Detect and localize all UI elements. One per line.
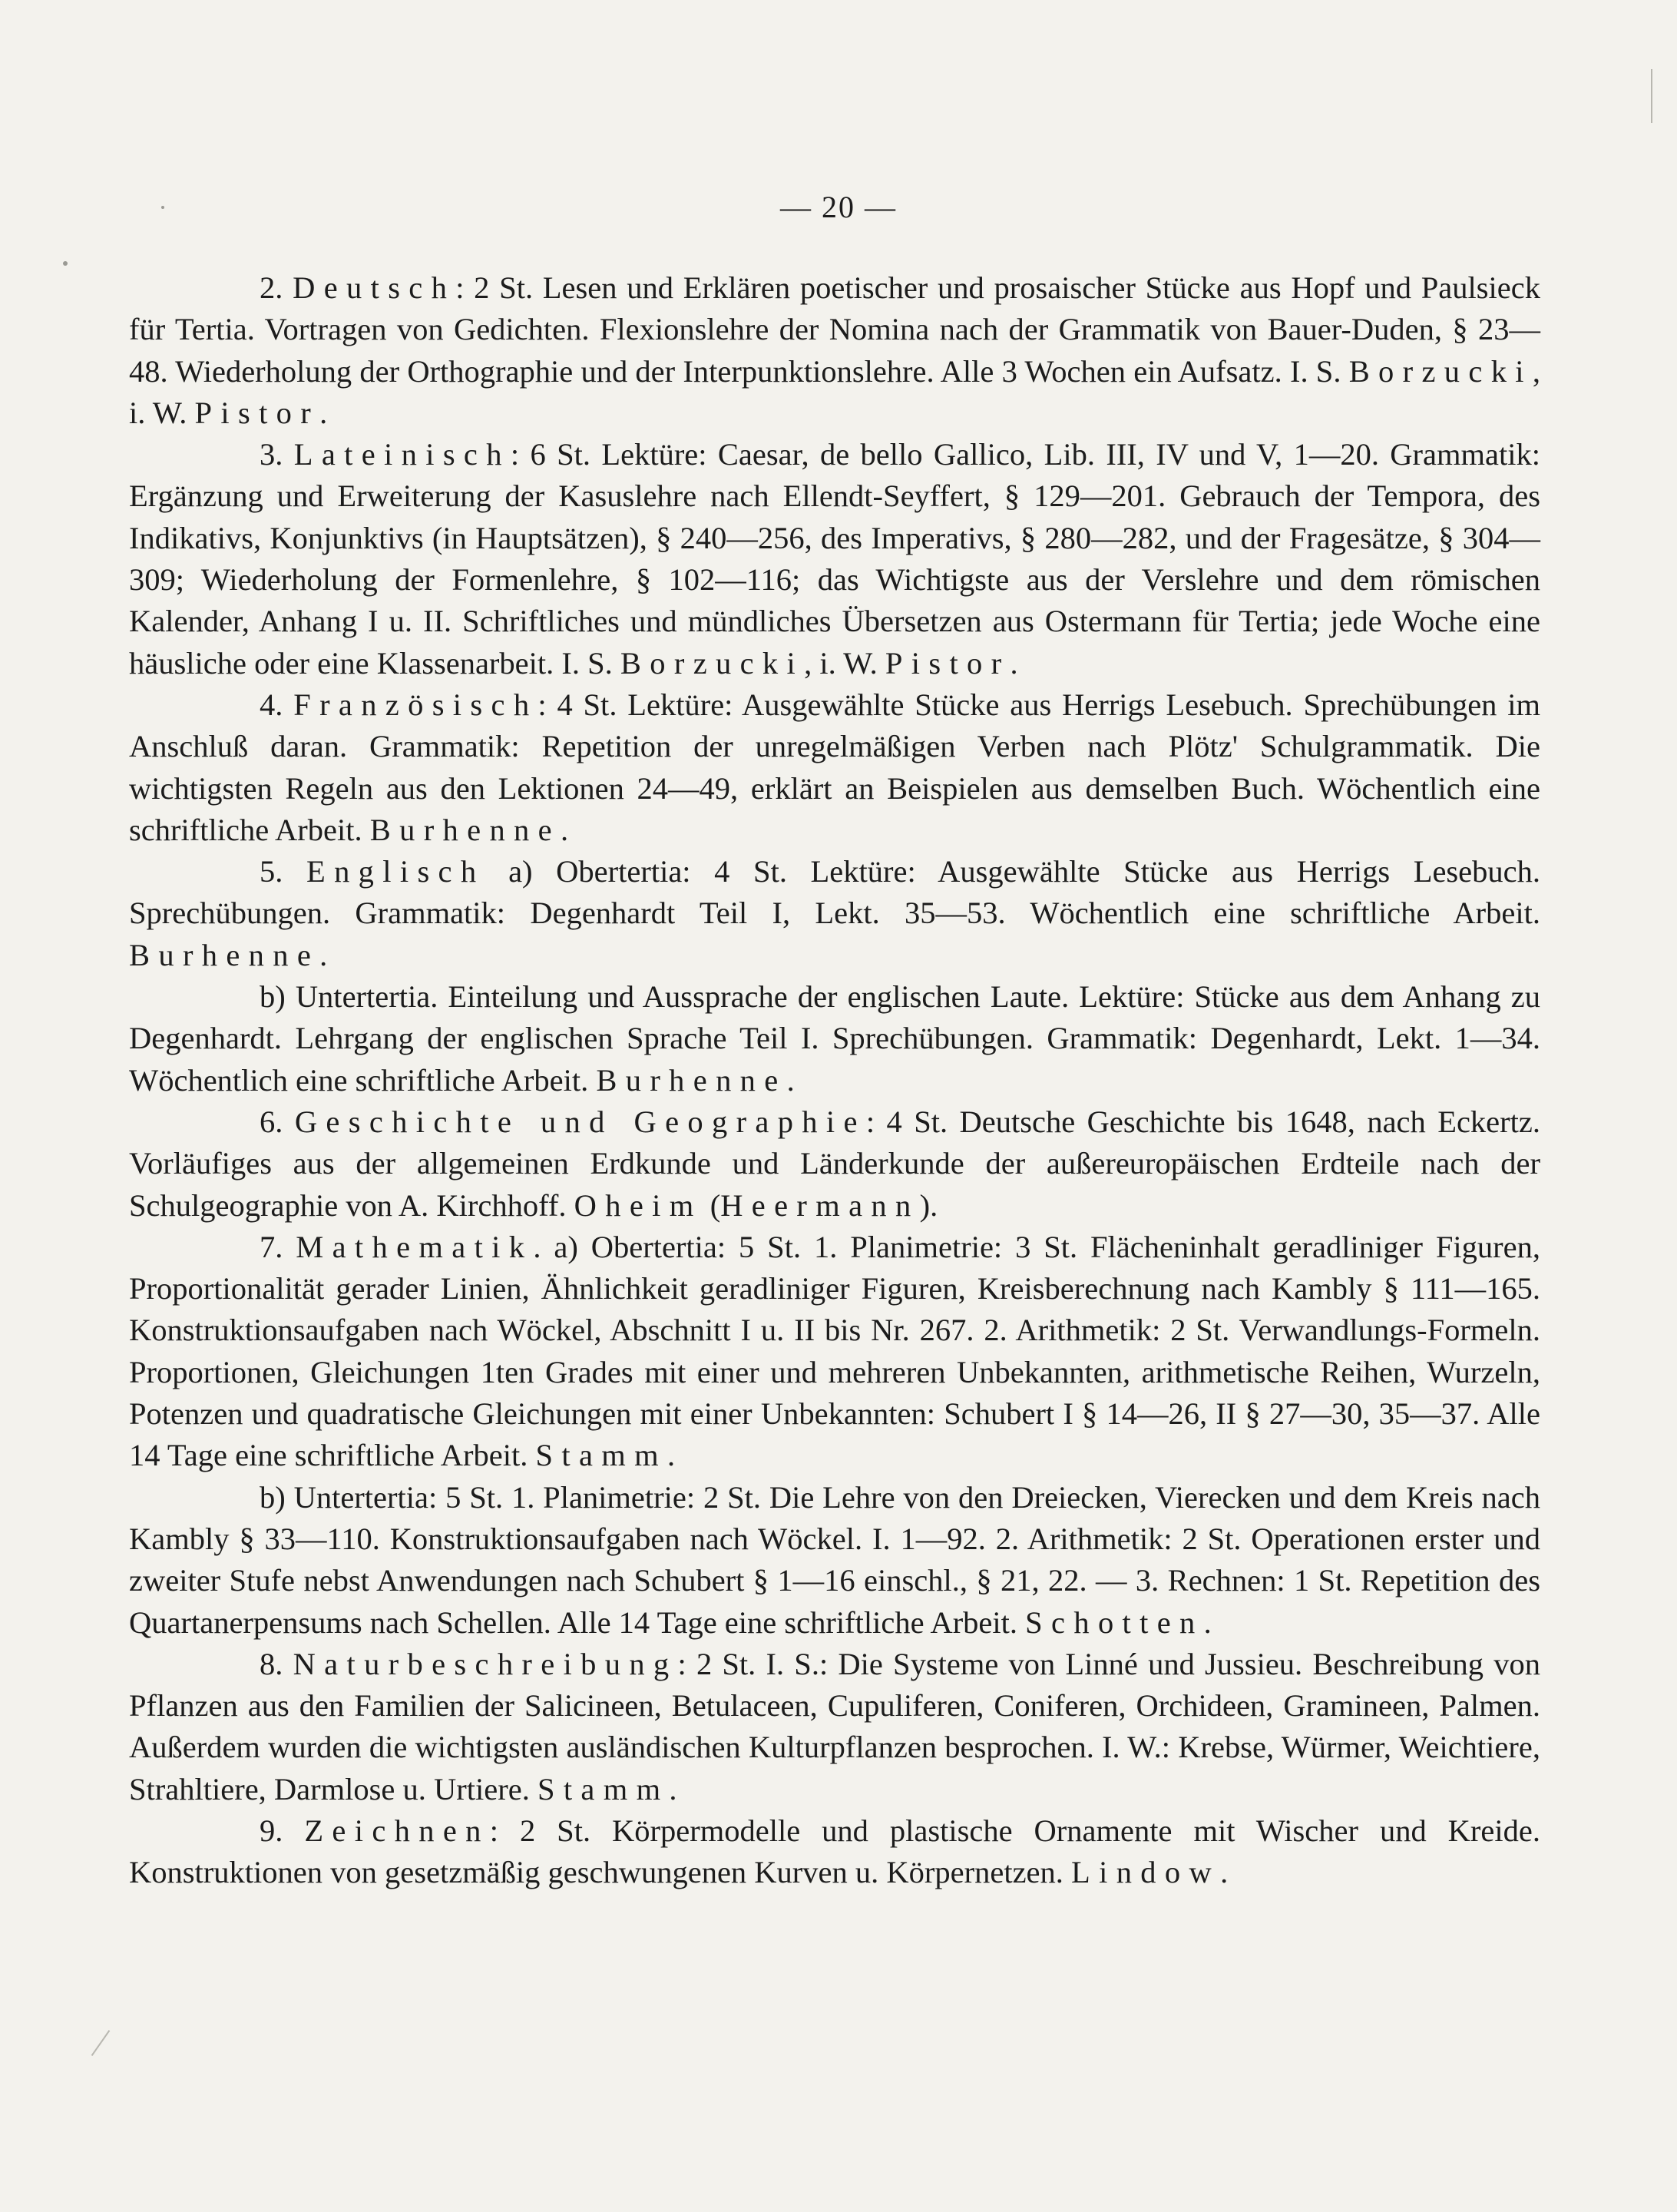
- paragraph-naturbeschreibung: [129, 1644, 1540, 1810]
- paragraph-geschichte: [129, 1101, 1540, 1227]
- text-fragment: , i. W.: [129, 353, 1541, 430]
- scan-mark: [91, 2030, 111, 2056]
- teacher-name: Burhenne: [129, 937, 320, 972]
- text-fragment: .: [560, 812, 569, 847]
- scan-speck: [63, 261, 68, 266]
- item-number: 9.: [260, 1813, 283, 1848]
- teacher-name: Burhenne: [369, 812, 561, 847]
- teacher-name: Stamm: [537, 1771, 670, 1806]
- teacher-name: Borzucki: [1348, 353, 1533, 389]
- paragraph-text: : 2 St. I. S.: Die Systeme von Linné und Jussieu. Beschreibung von Pflanzen aus den Familien der Salicineen, Betulaceen, Cupuliferen, Coniferen, Orchideen, Gramineen, Palmen. Außerdem wurden die wichtigsten ausländischen Kulturpflanzen besprochen. I. W.: Krebse, Würmer, Weichtiere, Strahltiere, Darmlose u. Urtiere.: [129, 1646, 1540, 1806]
- paragraph-mathematik: [129, 1227, 1540, 1477]
- paragraph-text: b) Untertertia. Einteilung und Aussprache der englischen Laute. Lektüre: Stücke aus dem Anhang zu Degenhardt. Lehrgang der englischen Sprache Teil I. Sprechübungen. Grammatik: Degenhardt, Lekt. 1—34. Wöchentlich eine schriftliche Arbeit.: [129, 979, 1540, 1098]
- subject-title: Lateinisch: [293, 437, 511, 472]
- teacher-name: Pistor: [885, 645, 1011, 680]
- teacher-name: Pistor: [194, 395, 320, 430]
- paragraph-englisch-untertertia: [129, 976, 1540, 1101]
- paragraph-lateinisch: [129, 434, 1540, 684]
- teacher-name: Stamm: [535, 1438, 667, 1473]
- item-number: 3.: [260, 437, 283, 472]
- subject-title: Naturbeschreibung: [293, 1646, 678, 1681]
- item-number: 5.: [260, 854, 283, 889]
- text-fragment: .: [1203, 1604, 1212, 1640]
- paragraph-text: : 4 St. Lektüre: Ausgewählte Stücke aus Herrigs Lesebuch. Sprechübungen im Anschluß daran. Grammatik: Repetition der unregelmäßigen Verben nach Plötz' Schulgrammatik. Die wichtigsten Regeln aus den Lektionen 24—49, erklärt an Beispielen aus demselben Buch. Wöchentlich eine schriftliche Arbeit.: [129, 687, 1541, 847]
- paragraph-text: a) Obertertia: 4 St. Lektüre: Ausgewählte Stücke aus Herrigs Lesebuch. Sprechübungen. Grammatik: Degenhardt Teil I, Lekt. 35—53. Wöchentlich eine schriftliche Arbeit.: [129, 854, 1541, 931]
- item-number: 8.: [260, 1646, 283, 1681]
- subject-title: Englisch: [306, 854, 485, 889]
- teacher-name: Borzucki: [620, 645, 805, 680]
- subject-title: Französisch: [293, 687, 538, 722]
- page-number: — 20 —: [780, 190, 897, 224]
- paragraph-text: . a) Obertertia: 5 St. 1. Planimetrie: 3 St. Flächeninhalt geradliniger Figuren, Proportionalität gerader Linien, Ähnlichkeit geradliniger Figuren, Kreisberechnung nach Kambly § 111—165. Konstruktionsaufgaben nach Wöckel, Abschnitt I u. II bis Nr. 267. 2. Arithmetik: 2 St. Verwandlungs-Formeln. Proportionen, Gleichungen 1ten Grades mit einer und mehreren Unbekannten, arithmetische Reihen, Wurzeln, Potenzen und quadratische Gleichungen mit einer Unbekannten: Schubert I § 14—26, II § 27—30, 35—37. Alle 14 Tage eine schriftliche Arbeit.: [129, 1229, 1540, 1473]
- text-fragment: .: [786, 1062, 795, 1098]
- text-fragment: .: [666, 1438, 676, 1473]
- scan-mark: [1651, 69, 1652, 123]
- paragraph-zeichnen: [129, 1810, 1540, 1894]
- paragraph-englisch: [129, 851, 1540, 976]
- item-number: 7.: [260, 1229, 283, 1264]
- scan-speck: [161, 206, 164, 209]
- text-fragment: (: [702, 1187, 721, 1223]
- item-number: 2.: [260, 270, 283, 305]
- text-fragment: .: [1220, 1855, 1229, 1890]
- subject-title: Geschichte und Geographie: [294, 1104, 866, 1139]
- item-number: 4.: [260, 687, 283, 722]
- paragraph-text: : 2 St. Lesen und Erklären poetischer und prosaischer Stücke aus Hopf und Paulsieck für Tertia. Vortragen von Gedichten. Flexionslehre der Nomina nach der Grammatik von Bauer-Duden, § 23—48. Wiederholung der Orthographie und der Interpunktionslehre. Alle 3 Wochen ein Aufsatz. I. S.: [129, 270, 1540, 389]
- teacher-name: Burhenne: [596, 1062, 787, 1098]
- subject-title: Zeichnen: [304, 1813, 490, 1848]
- item-number: 6.: [260, 1104, 283, 1139]
- teacher-name: Oheim: [574, 1187, 703, 1223]
- subject-title: Deutsch: [293, 270, 456, 305]
- teacher-name: Schotten: [1025, 1604, 1204, 1640]
- text-fragment: .: [1010, 645, 1018, 680]
- paragraph-deutsch: [129, 267, 1540, 434]
- teacher-name: Lindow: [1071, 1855, 1221, 1890]
- body-text: [129, 267, 1540, 1894]
- text-fragment: , i. W.: [804, 645, 878, 680]
- text-fragment: .: [319, 937, 328, 972]
- paragraph-text: : 2 St. Körpermodelle und plastische Ornamente mit Wischer und Kreide. Konstruktionen von gesetzmäßig geschwungenen Kurven u. Körpernetzen.: [129, 1813, 1540, 1890]
- subject-title: Mathematik: [296, 1229, 534, 1264]
- paragraph-franzoesisch: [129, 684, 1540, 851]
- text-fragment: .: [319, 395, 328, 430]
- text-fragment: .: [669, 1771, 677, 1806]
- paragraph-text: b) Untertertia: 5 St. 1. Planimetrie: 2 St. Die Lehre von den Dreiecken, Vierecken und dem Kreis nach Kambly § 33—110. Konstruktionsaufgaben nach Wöckel. I. 1—92. 2. Arithmetik: 2 St. Operationen erster und zweiter Stufe nebst Anwendungen nach Schubert § 1—16 einschl., § 21, 22. — 3. Rechnen: 1 St. Repetition des Quartanerpensums nach Schellen. Alle 14 Tage eine schriftliche Arbeit.: [129, 1479, 1540, 1640]
- paragraph-mathematik-untertertia: [129, 1477, 1540, 1644]
- paragraph-text: : 4 St. Deutsche Geschichte bis 1648, nach Eckertz. Vorläufiges aus der allgemeinen Erdkunde und Länderkunde der außereuropäischen Erdteile nach der Schulgeographie von A. Kirchhoff.: [129, 1104, 1540, 1223]
- paragraph-text: : 6 St. Lektüre: Caesar, de bello Gallico, Lib. III, IV und V, 1—20. Grammatik: Ergänzung und Erweiterung der Kasuslehre nach Ellendt-Seyffert, § 129—201. Gebrauch der Tempora, des Indikativs, Konjunktivs (in Hauptsätzen), § 240—256, des Imperativs, § 280—282, und der Fragesätze, § 304—309; Wiederholung der Formenlehre, § 102—116; das Wichtigste aus der Verslehre und dem römischen Kalender, Anhang I u. II. Schriftliches und mündliches Übersetzen aus Ostermann für Tertia; jede Woche eine häusliche oder eine Klassenarbeit. I. S.: [129, 437, 1541, 680]
- teacher-name: Heermann: [720, 1187, 920, 1223]
- text-fragment: ).: [919, 1187, 938, 1223]
